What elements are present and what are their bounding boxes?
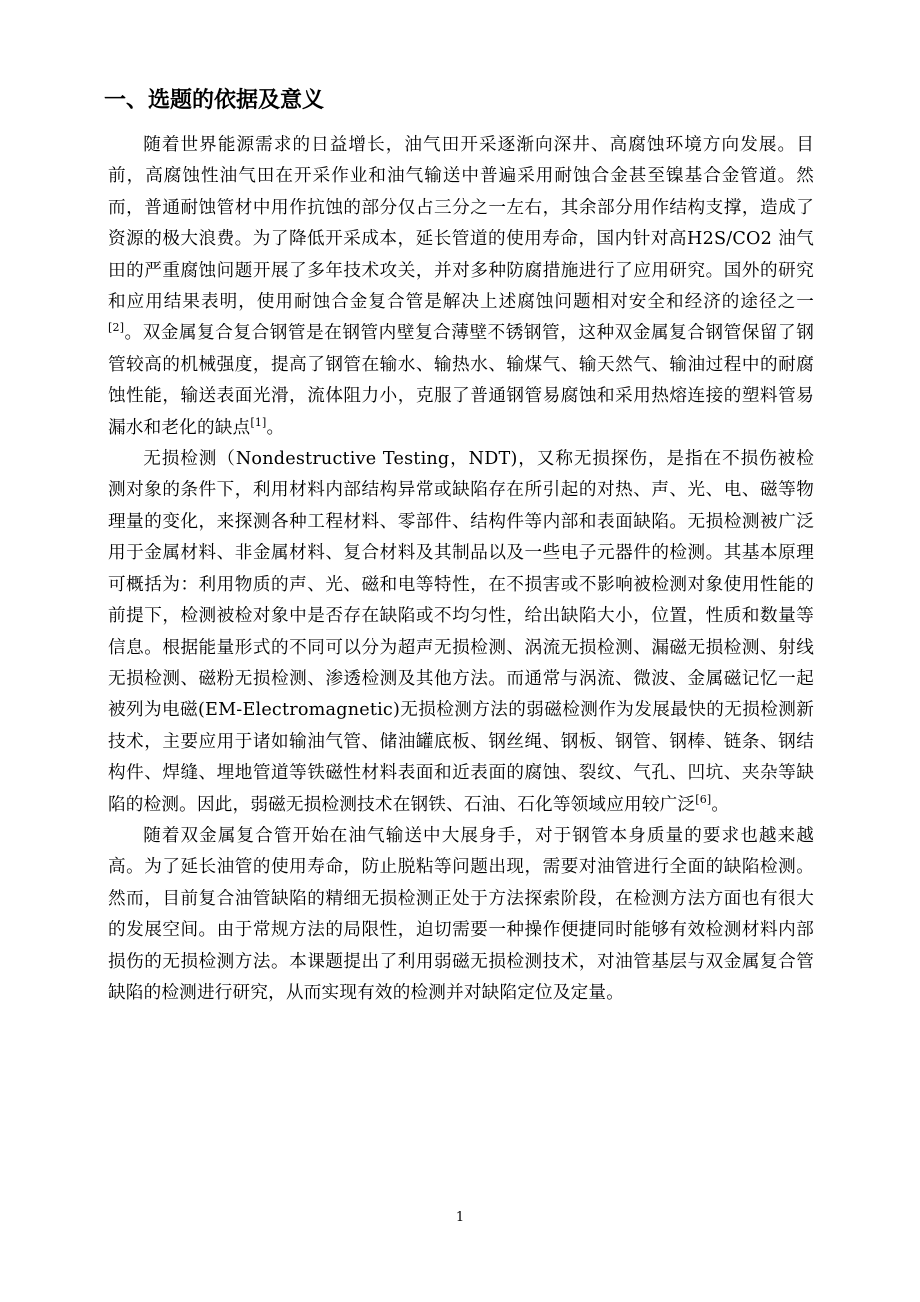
citation-1: [1] xyxy=(250,415,267,429)
paragraph-1 xyxy=(108,130,814,444)
paragraph-1-text: 随着世界能源需求的日益增长，油气田开采逐渐向深井、高腐蚀环境方向发展。目前，高腐蚀性油气田在开采作业和油气输送中普遍采用耐蚀合金甚至镍基合金管道。然而，普通耐蚀管材中用作抗蚀的部分仅占三分之一左右，其余部分用作结构支撑，造成了资源的极大浪费。为了降低开采成本，延长管道的使用寿命，国内针对高H2S/CO2 油气田的严重腐蚀问题开展了多年技术攻关，并对多种防腐措施进行了应用研究。国外的研究和应用结果表明，使用耐蚀合金复合管是解决上述腐蚀问题相对安全和经济的途径之一 xyxy=(108,135,814,313)
page-number: 1 xyxy=(455,1210,465,1225)
paragraph-1-text-2: 。双金属复合复合钢管是在钢管内壁复合薄壁不锈钢管，这种双金属复合钢管保留了钢管较高的机械强度，提高了钢管在输水、输热水、输煤气、输天然气、输油过程中的耐腐蚀性能，输送表面光滑，流体阻力小，克服了普通钢管易腐蚀和采用热熔连接的塑料管易漏水和老化的缺点 xyxy=(108,323,814,438)
paragraph-3 xyxy=(108,821,814,1009)
body-text xyxy=(108,130,814,1009)
paragraph-2-text-2: 。 xyxy=(711,794,730,815)
paragraph-1-text-3: 。 xyxy=(266,417,285,438)
paragraph-3-text: 随着双金属复合管开始在油气输送中大展身手，对于钢管本身质量的要求也越来越高。为了延长油管的使用寿命，防止脱粘等问题出现，需要对油管进行全面的缺陷检测。然而，目前复合油管缺陷的精细无损检测正处于方法探索阶段，在检测方法方面也有很大的发展空间。由于常规方法的局限性，迫切需要一种操作便捷同时能够有效检测材料内部损伤的无损检测方法。本课题提出了利用弱磁无损检测技术，对油管基层与双金属复合管缺陷的检测进行研究，从而实现有效的检测并对缺陷定位及定量。 xyxy=(108,825,814,1003)
citation-6: [6] xyxy=(695,792,712,806)
paragraph-2 xyxy=(108,444,814,821)
section-heading: 一、选题的依据及意义 xyxy=(104,88,325,113)
citation-2: [2] xyxy=(108,321,125,335)
paragraph-2-text: 无损检测（Nondestructive Testing，NDT)，又称无损探伤，是指在不损伤被检测对象的条件下，利用材料内部结构异常或缺陷存在所引起的对热、声、光、电、磁等物理量的变化，来探测各种工程材料、零部件、结构件等内部和表面缺陷。无损检测被广泛用于金属材料、非金属材料、复合材料及其制品以及一些电子元器件的检测。其基本原理可概括为：利用物质的声、光、磁和电等特性，在不损害或不影响被检测对象使用性能的前提下，检测被检对象中是否存在缺陷或不均匀性，给出缺陷大小，位置，性质和数量等信息。根据能量形式的不同可以分为超声无损检测、涡流无损检测、漏磁无损检测、射线无损检测、磁粉无损检测、渗透检测及其他方法。而通常与涡流、微波、金属磁记忆一起被列为电磁(EM-Electromagnetic)无损检测方法的弱磁检测作为发展最快的无损检测新技术，主要应用于诸如输油气管、储油罐底板、钢丝绳、钢板、钢管、钢棒、链条、钢结构件、焊缝、埋地管道等铁磁性材料表面和近表面的腐蚀、裂纹、气孔、凹坑、夹杂等缺陷的检测。因此，弱磁无损检测技术在钢铁、石油、石化等领域应用较广泛 xyxy=(108,449,814,815)
